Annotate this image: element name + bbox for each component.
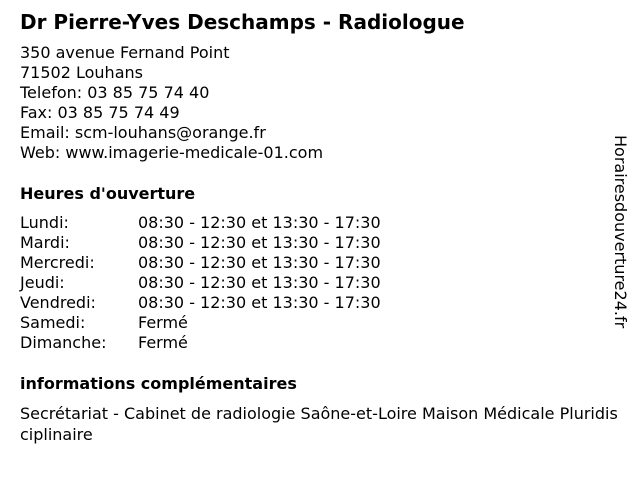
email-address: Email: scm-louhans@orange.fr [20,123,266,142]
hours-row-thursday [20,273,440,293]
opening-hours-table [20,213,440,353]
website: Web: www.imagerie-medicale-01.com [20,143,324,162]
time-value: 08:30 - 12:30 et 13:30 - 17:30 [138,233,381,252]
info-heading: informations complémentaires [20,374,297,393]
time-value: 08:30 - 12:30 et 13:30 - 17:30 [138,213,381,232]
time-value: 08:30 - 12:30 et 13:30 - 17:30 [138,273,381,292]
hours-row-tuesday [20,233,440,253]
day-label: Vendredi: [20,293,96,312]
hours-row-friday [20,293,440,313]
fax-number: Fax: 03 85 75 74 49 [20,103,180,122]
hours-row-sunday [20,333,440,353]
info-text: Secrétariat - Cabinet de radiologie Saône-et-Loire Maison Médicale Pluridisciplinaire [20,404,618,444]
day-label: Samedi: [20,313,86,332]
day-label: Jeudi: [20,273,65,292]
hours-heading: Heures d'ouverture [20,184,196,203]
hours-row-monday [20,213,440,233]
day-label: Mercredi: [20,253,95,272]
address-city: 71502 Louhans [20,63,143,82]
hours-row-saturday [20,313,440,333]
phone-number: Telefon: 03 85 75 74 40 [20,83,210,102]
time-value: 08:30 - 12:30 et 13:30 - 17:30 [138,293,381,312]
time-value: Fermé [138,333,188,352]
hours-row-wednesday [20,253,440,273]
page-title: Dr Pierre-Yves Deschamps - Radiologue [20,10,465,34]
day-label: Mardi: [20,233,70,252]
address-street: 350 avenue Fernand Point [20,43,230,62]
time-value: Fermé [138,313,188,332]
day-label: Dimanche: [20,333,107,352]
watermark-text: Horairesdouverture24.fr [611,135,630,329]
time-value: 08:30 - 12:30 et 13:30 - 17:30 [138,253,381,272]
day-label: Lundi: [20,213,69,232]
contact-info [20,43,323,163]
